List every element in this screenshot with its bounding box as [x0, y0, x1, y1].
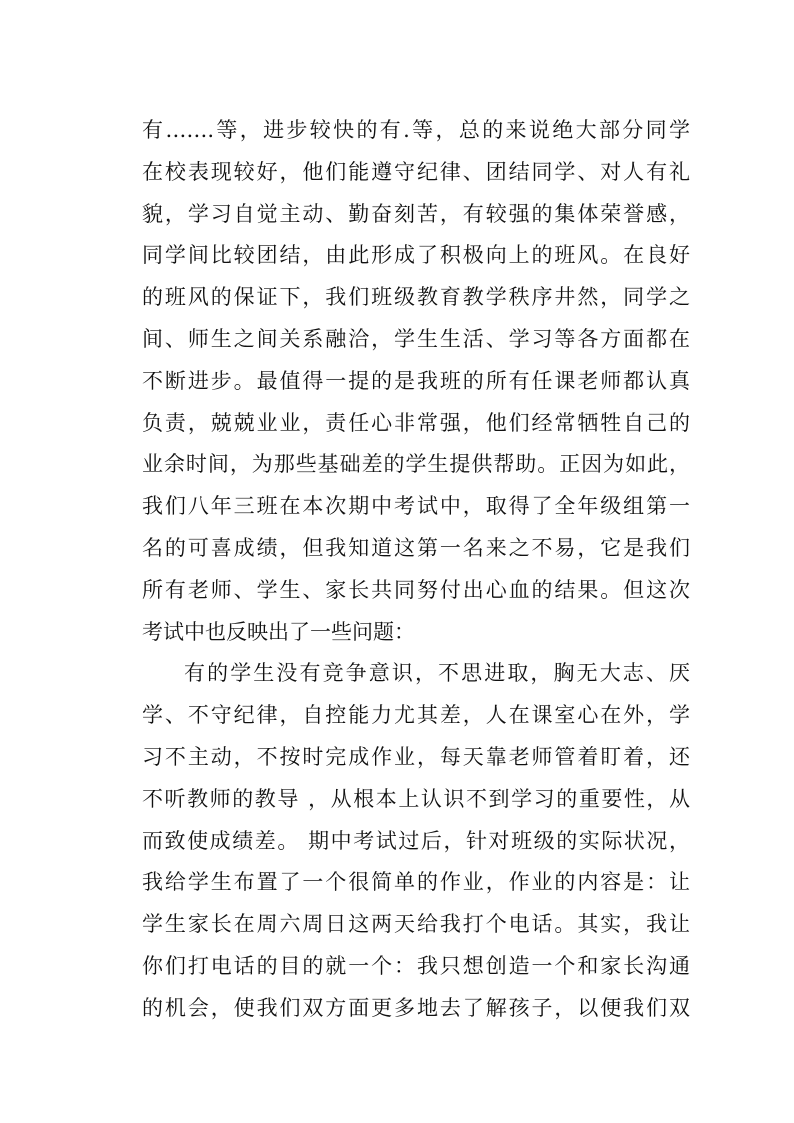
text-line: 不断进步。最值得一提的是我班的所有任课老师都认真: [142, 368, 690, 393]
text-line: 负责，兢兢业业，责任心非常强，他们经常牺牲自己的: [142, 410, 690, 435]
text-line: 在校表现较好，他们能遵守纪律、团结同学、对人有礼: [142, 159, 690, 184]
text-line: 的机会，使我们双方面更多地去了解孩子，以便我们双: [142, 995, 690, 1020]
text-line: 名的可喜成绩，但我知道这第一名来之不易，它是我们: [142, 535, 690, 560]
text-line: 学、不守纪律，自控能力尤其差，人在课室心在外，学: [142, 703, 690, 728]
text-line: 我们八年三班在本次期中考试中，取得了全年级组第一: [142, 494, 690, 519]
text-line: 我给学生布置了一个很简单的作业，作业的内容是：让: [142, 870, 690, 895]
text-line: 所有老师、学生、家长共同努付出心血的结果。但这次: [142, 577, 690, 602]
text-line: 同学间比较团结，由此形成了积极向上的班风。在良好: [142, 243, 690, 268]
text-line: 有…….等，进步较快的有.等，总的来说绝大部分同学: [142, 118, 690, 142]
text-line: 间、师生之间关系融洽，学生生活、学习等各方面都在: [142, 326, 690, 351]
text-line: 业余时间，为那些基础差的学生提供帮助。正因为如此，: [142, 452, 690, 477]
text-line: 学生家长在周六周日这两天给我打个电话。其实，我让: [142, 912, 690, 937]
text-line: 你们打电话的目的就一个：我只想创造一个和家长沟通: [142, 953, 690, 978]
text-line: 而致使成绩差。 期中考试过后，针对班级的实际状况，: [142, 828, 690, 853]
body-text: [142, 110, 690, 1030]
text-line: 的班风的保证下，我们班级教育教学秩序井然，同学之: [142, 285, 690, 310]
text-line: 貌，学习自觉主动、勤奋刻苦，有较强的集体荣誉感，: [142, 201, 690, 226]
paragraph-start-line: 有的学生没有竞争意识，不思进取，胸无大志、厌: [184, 661, 690, 686]
text-line: 不听教师的教导 ，从根本上认识不到学习的重要性，从: [142, 786, 690, 811]
text-line: 习不主动，不按时完成作业，每天靠老师管着盯着，还: [142, 744, 690, 769]
paragraph-end-line: 考试中也反映出了一些问题：: [142, 619, 415, 644]
